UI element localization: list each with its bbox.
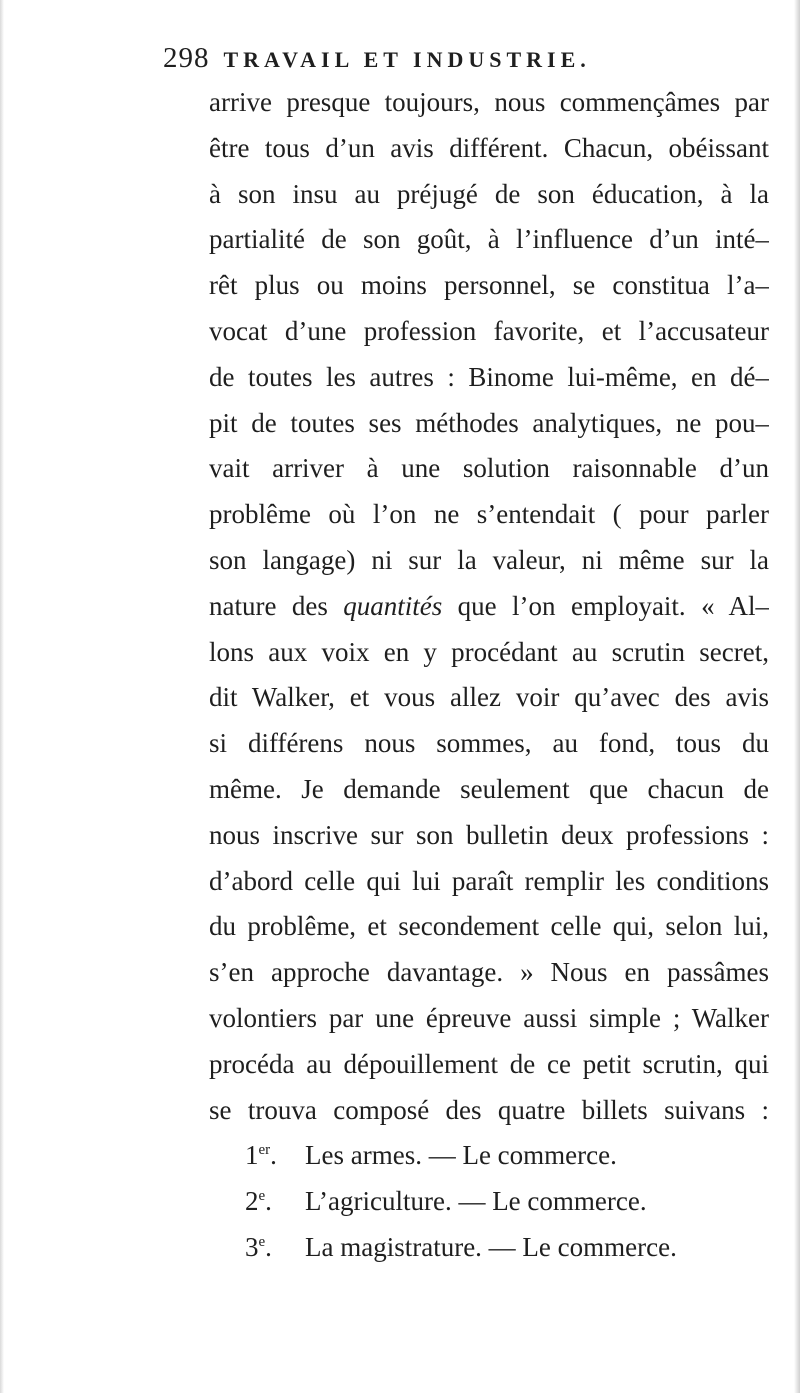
text-line-12 (209, 584, 769, 630)
page-header (163, 42, 591, 75)
text-line-23: se trouva composé des quatre billets suivans : (209, 1094, 769, 1125)
page-edge-left (0, 0, 4, 1393)
list-item (209, 1133, 769, 1179)
text-line-22: procéda au dépouillement de ce petit scrutin, qui (209, 1048, 769, 1079)
text-segment: que l’on employait. « Al– (442, 590, 769, 621)
text-line-2: être tous d’un avis différent. Chacun, obéissant (209, 132, 769, 163)
list-item (209, 1179, 769, 1225)
list-item (209, 1225, 769, 1271)
text-line-3: à son insu au préjugé de son éducation, à la (209, 178, 769, 209)
text-line-6: vocat d’une profession favorite, et l’accusateur (209, 315, 769, 346)
text-line-11: son langage) ni sur la valeur, ni même sur la (209, 544, 769, 575)
text-line-17: nous inscrive sur son bulletin deux professions : (209, 819, 769, 850)
body-text (209, 80, 769, 1271)
text-line-8: pit de toutes ses méthodes analytiques, ne pou– (209, 407, 769, 438)
list-number: 1er. (245, 1140, 277, 1171)
list-text: La magistrature. — Le commerce. (305, 1231, 677, 1262)
text-segment: nature des (209, 590, 344, 621)
text-line-1: arrive presque toujours, nous commençâmes par (209, 87, 769, 117)
list-text: Les armes. — Le commerce. (305, 1140, 617, 1171)
text-line-20: s’en approche davantage. » Nous en passâmes (209, 957, 769, 988)
page-edge-right (794, 0, 800, 1393)
text-line-15: si différens nous sommes, au fond, tous du (209, 728, 769, 759)
text-line-10: problême où l’on ne s’entendait ( pour parler (209, 499, 769, 530)
text-line-7: de toutes les autres : Binome lui-même, en dé– (209, 361, 769, 392)
text-line-9: vait arriver à une solution raisonnable d’un (209, 453, 769, 484)
list-text: L’agriculture. — Le commerce. (305, 1186, 647, 1217)
running-title: TRAVAIL ET INDUSTRIE. (223, 47, 591, 72)
text-line-14: dit Walker, et vous allez voir qu’avec des avis (209, 682, 769, 713)
text-line-16: même. Je demande seulement que chacun de (209, 773, 769, 804)
text-line-5: rêt plus ou moins personnel, se constitua l’a– (209, 270, 769, 301)
text-line-21: volontiers par une épreuve aussi simple ; Walker (209, 1002, 769, 1033)
italic-word: quantités (343, 590, 443, 621)
list-number: 2e. (245, 1186, 272, 1217)
page-number: 298 (163, 42, 210, 74)
text-line-18: d’abord celle qui lui paraît remplir les conditions (209, 865, 769, 896)
text-line-13: lons aux voix en y procédant au scrutin secret, (209, 636, 769, 667)
text-line-19: du problême, et secondement celle qui, selon lui, (209, 911, 769, 942)
text-line-4: partialité de son goût, à l’influence d’un inté– (209, 224, 769, 255)
list-number: 3e. (245, 1231, 272, 1262)
